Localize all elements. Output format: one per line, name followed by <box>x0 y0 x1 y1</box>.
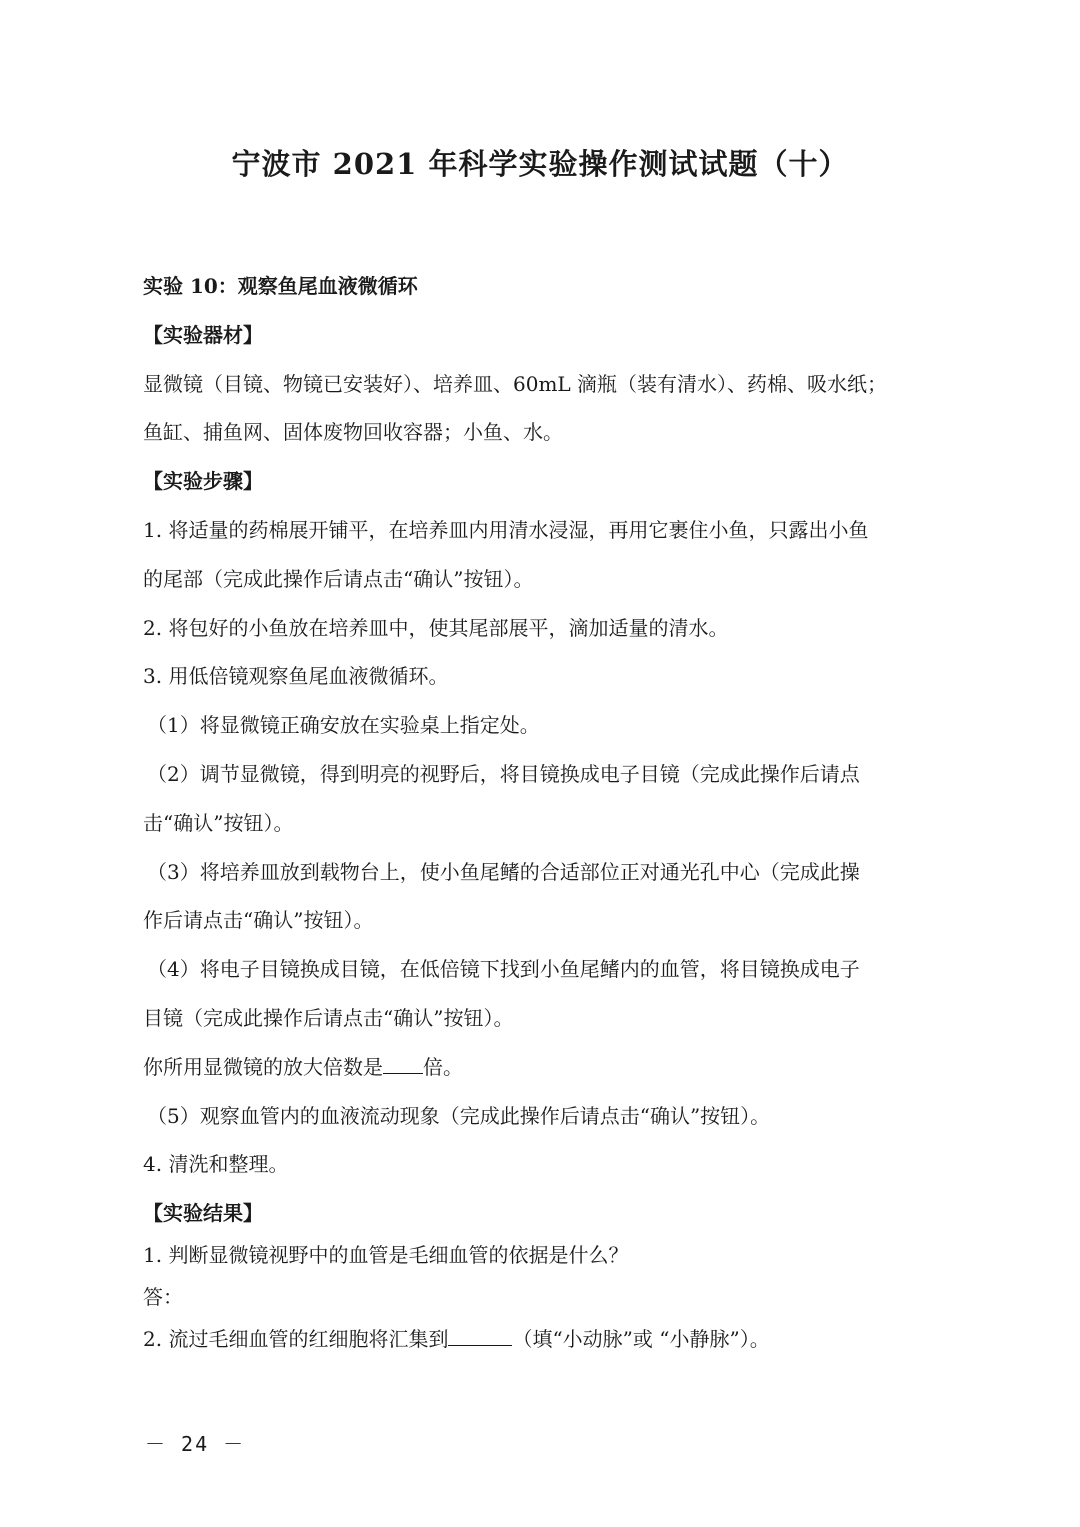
substep-3-line-1: （3）将培养皿放到载物台上，使小鱼尾鳍的合适部位正对通光孔中心（完成此操 <box>147 859 860 884</box>
step-1-line-2: 的尾部（完成此操作后请点击“确认”按钮）。 <box>143 566 534 591</box>
page-number: － 24 － <box>145 1432 246 1456</box>
experiment-title: 实验 10：观察鱼尾血液微循环 <box>143 274 418 298</box>
magnification-prefix: 你所用显微镜的放大倍数是 <box>143 1054 383 1079</box>
document-body <box>143 268 943 1370</box>
magnification-suffix: 倍。 <box>423 1054 463 1079</box>
magnification-blank[interactable] <box>383 1051 423 1074</box>
step-4: 4. 清洗和整理。 <box>143 1152 289 1177</box>
question-2-blank[interactable] <box>448 1323 512 1346</box>
question-2-prefix: 2. 流过毛细血管的红细胞将汇集到 <box>143 1327 449 1352</box>
substep-4-line-2: 目镜（完成此操作后请点击“确认”按钮）。 <box>143 1005 514 1030</box>
step-2: 2. 将包好的小鱼放在培养皿中，使其尾部展平，滴加适量的清水。 <box>143 615 729 640</box>
answer-label: 答： <box>143 1285 183 1310</box>
substep-3-line-2: 作后请点击“确认”按钮）。 <box>143 908 374 933</box>
materials-text-line-1: 显微镜（目镜、物镜已安装好）、培养皿、60mL 滴瓶（装有清水）、药棉、吸水纸； <box>143 371 888 396</box>
question-2 <box>143 1321 943 1370</box>
substep-2-line-1: （2）调节显微镜，得到明亮的视野后，将目镜换成电子目镜（完成此操作后请点 <box>147 761 860 786</box>
question-1: 1. 判断显微镜视野中的血管是毛细血管的依据是什么？ <box>143 1243 629 1268</box>
materials-text-line-2: 鱼缸、捕鱼网、固体废物回收容器；小鱼、水。 <box>143 420 563 445</box>
magnification-question <box>143 1049 943 1098</box>
question-2-suffix: （填“小动脉”或 “小静脉”）。 <box>512 1327 770 1352</box>
results-heading: 【实验结果】 <box>143 1201 263 1226</box>
steps-heading: 【实验步骤】 <box>143 469 263 494</box>
page-title: 宁波市 2021 年科学实验操作测试试题（十） <box>231 147 849 181</box>
materials-heading: 【实验器材】 <box>143 322 263 347</box>
substep-5: （5）观察血管内的血液流动现象（完成此操作后请点击“确认”按钮）。 <box>147 1103 771 1128</box>
step-1-line-1: 1. 将适量的药棉展开铺平，在培养皿内用清水浸湿，再用它裹住小鱼，只露出小鱼 <box>143 517 869 542</box>
substep-2-line-2: 击“确认”按钮）。 <box>143 810 294 835</box>
step-3: 3. 用低倍镜观察鱼尾血液微循环。 <box>143 664 449 689</box>
substep-4-line-1: （4）将电子目镜换成目镜，在低倍镜下找到小鱼尾鳍内的血管，将目镜换成电子 <box>147 957 860 982</box>
substep-1: （1）将显微镜正确安放在实验桌上指定处。 <box>147 713 540 738</box>
